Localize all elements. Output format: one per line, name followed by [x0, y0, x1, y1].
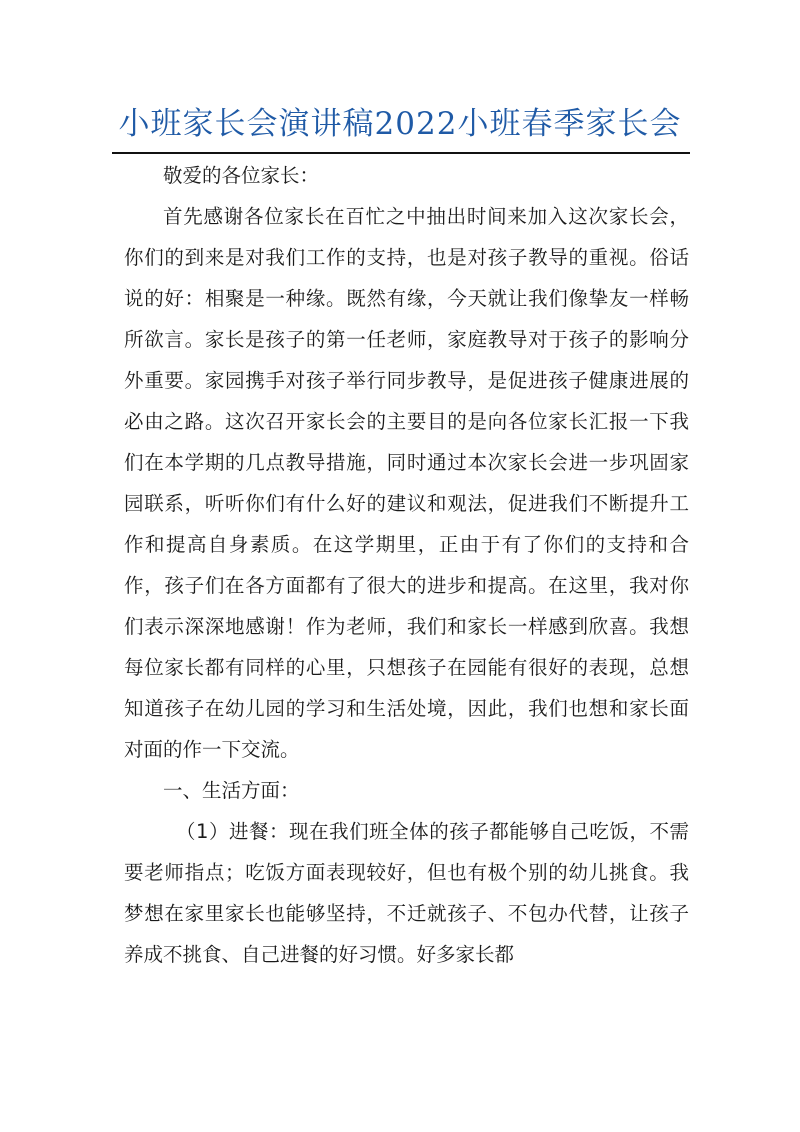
salutation-paragraph: 敬爱的各位家长：	[163, 164, 320, 187]
title-underline	[112, 152, 690, 154]
document-title: 小班家长会演讲稿2022小班春季家长会	[118, 106, 682, 142]
document-body	[124, 155, 689, 975]
item-dining-paragraph: （1）进餐：现在我们班全体的孩子都能够自己吃饭，不需要老师指点；吃饭方面表现较好，但也有极个别的幼儿挑食。我梦想在家里家长也能够坚持，不迁就孩子、不包办代替，让孩子养成不挑食、自己进餐的好习惯。好多家长都	[124, 820, 689, 966]
intro-paragraph: 首先感谢各位家长在百忙之中抽出时间来加入这次家长会，你们的到来是对我们工作的支持，也是对孩子教导的重视。俗话说的好：相聚是一种缘。既然有缘，今天就让我们像挚友一样畅所欲言。家长是孩子的第一任老师，家庭教导对于孩子的影响分外重要。家园携手对孩子举行同步教导，是促进孩子健康进展的必由之路。这次召开家长会的主要目的是向各位家长汇报一下我们在本学期的几点教导措施，同时通过本次家长会进一步巩固家园联系，听听你们有什么好的建议和观法，促进我们不断提升工作和提高自身素质。在这学期里，正由于有了你们的支持和合作，孩子们在各方面都有了很大的进步和提高。在这里，我对你们表示深深地感谢！作为老师，我们和家长一样感到欣喜。我想每位家长都有同样的心里，只想孩子在园能有很好的表现，总想知道孩子在幼儿园的学习和生活处境，因此，我们也想和家长面对面的作一下交流。	[124, 205, 689, 761]
section-heading-life: 一、生活方面：	[163, 779, 300, 802]
